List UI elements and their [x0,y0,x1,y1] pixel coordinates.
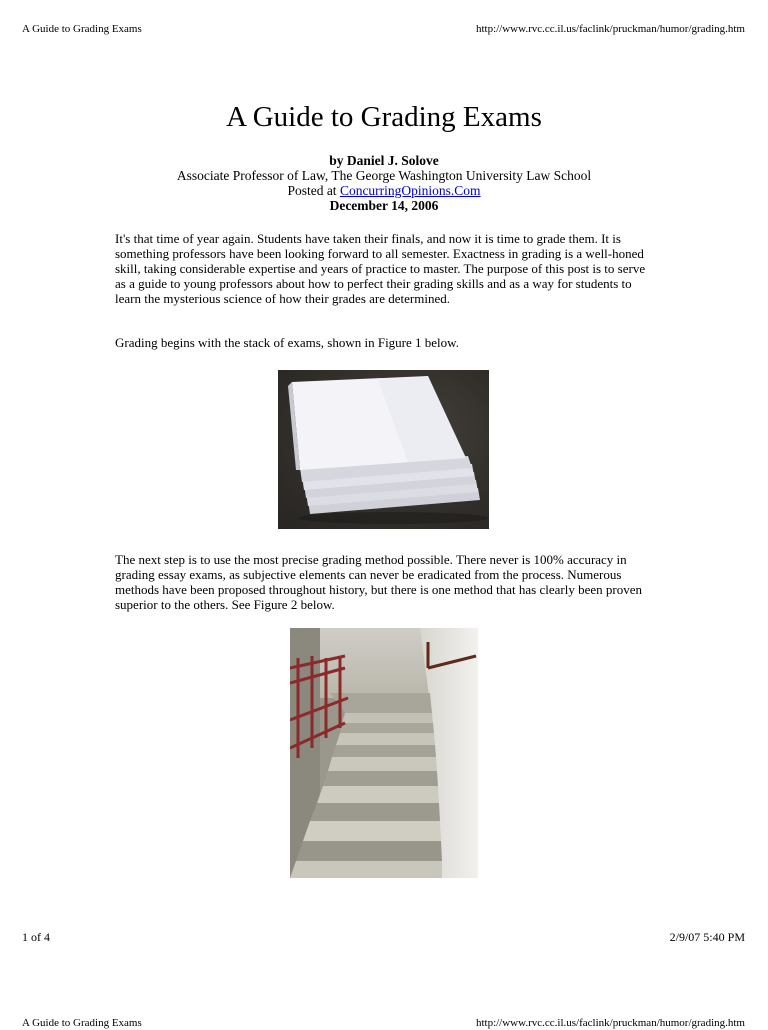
byline [0,153,768,213]
stack-of-exam-papers-icon [278,370,489,529]
posted-line [0,183,768,198]
figure1-intro-paragraph: Grading begins with the stack of exams, shown in Figure 1 below. [115,335,459,350]
grading-method-paragraph: The next step is to use the most precise grading method possible. There never is 100% accuracy in grading essay exams, as subjective elements can never be eradicated from the process. Numerous methods have been proposed throughout history, but there is one method that has clearly been proven superior to the others. See Figure 2 below. [115,552,642,612]
print-header-url: http://www.rvc.cc.il.us/faclink/pruckman/humor/grading.htm [475,23,745,35]
article-title: A Guide to Grading Exams [226,101,542,133]
intro-paragraph: It's that time of year again. Students have taken their finals, and now it is time to grade them. It is something professors have been looking forward to all semester. Exactness in grading is a well-honed skill, taking considerable expertise and years of practice to master. The purpose of this post is to serve as a guide to young professors about how to perfect their grading skills and as a way for students to learn the mysterious science of how their grades are determined. [115,231,646,306]
affiliation: Associate Professor of Law, The George Washington University Law School [176,168,592,183]
posted-prefix: Posted at [287,183,340,198]
print-timestamp: 2/9/07 5:40 PM [669,930,745,944]
author-line: by Daniel J. Solove [329,153,439,168]
figure-2-staircase-photo [290,628,478,878]
next-page-header-url: http://www.rvc.cc.il.us/faclink/pruckman/humor/grading.htm [475,1017,745,1029]
concurring-opinions-link[interactable]: ConcurringOpinions.Com [339,183,481,198]
staircase-icon [290,628,478,878]
post-date: December 14, 2006 [329,198,439,213]
page-count: 1 of 4 [22,930,50,944]
next-page-header-title: A Guide to Grading Exams [22,1017,142,1029]
print-header-title: A Guide to Grading Exams [22,23,142,35]
figure-1-stack-of-exams-photo [278,370,489,529]
